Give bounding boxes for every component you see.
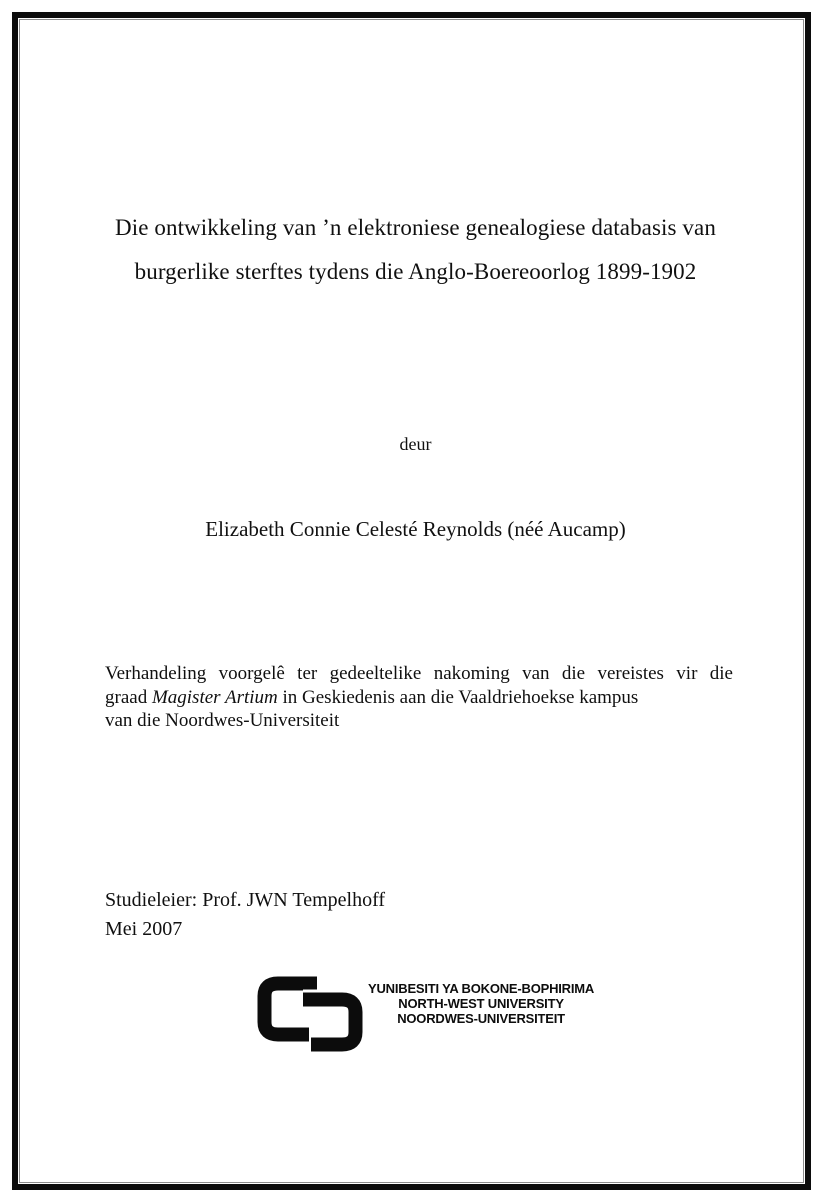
- logo-text-afrikaans: NOORDWES-UNIVERSITEIT: [397, 1011, 565, 1026]
- degree-statement-line-2: [105, 686, 733, 710]
- nwu-chain-links-icon: [256, 974, 364, 1052]
- logo-text-english: NORTH-WEST UNIVERSITY: [398, 996, 564, 1011]
- thesis-title: [0, 206, 831, 294]
- degree-statement: [105, 662, 733, 733]
- thesis-title-line-2: burgerlike sterftes tydens die Anglo-Boereoorlog 1899-1902: [134, 259, 697, 284]
- degree-statement-line-3: van die Noordwes-Universiteit: [105, 710, 340, 731]
- degree-statement-line-2-post: in Geskiedenis aan die Vaaldriehoekse kampus: [277, 686, 639, 708]
- university-logo-text: [368, 974, 594, 1026]
- thesis-title-line-1: Die ontwikkeling van ’n elektroniese genealogiese databasis van: [115, 215, 716, 240]
- university-logo-block: [256, 974, 594, 1052]
- supervisor-and-date: [105, 886, 385, 944]
- author-name: Elizabeth Connie Celesté Reynolds (néé Aucamp): [205, 517, 626, 541]
- supervisor-line: Studieleier: Prof. JWN Tempelhoff: [105, 889, 386, 911]
- degree-statement-line-2-pre: graad: [105, 686, 152, 708]
- logo-text-setswana: YUNIBESITI YA BOKONE-BOPHIRIMA: [368, 981, 595, 996]
- date-line: Mei 2007: [105, 918, 183, 940]
- degree-name-italic: Magister Artium: [151, 686, 278, 708]
- degree-statement-line-1: Verhandeling voorgelê ter gedeeltelike nakoming van die vereistes vir die: [105, 663, 733, 684]
- byline-deur: deur: [399, 434, 432, 454]
